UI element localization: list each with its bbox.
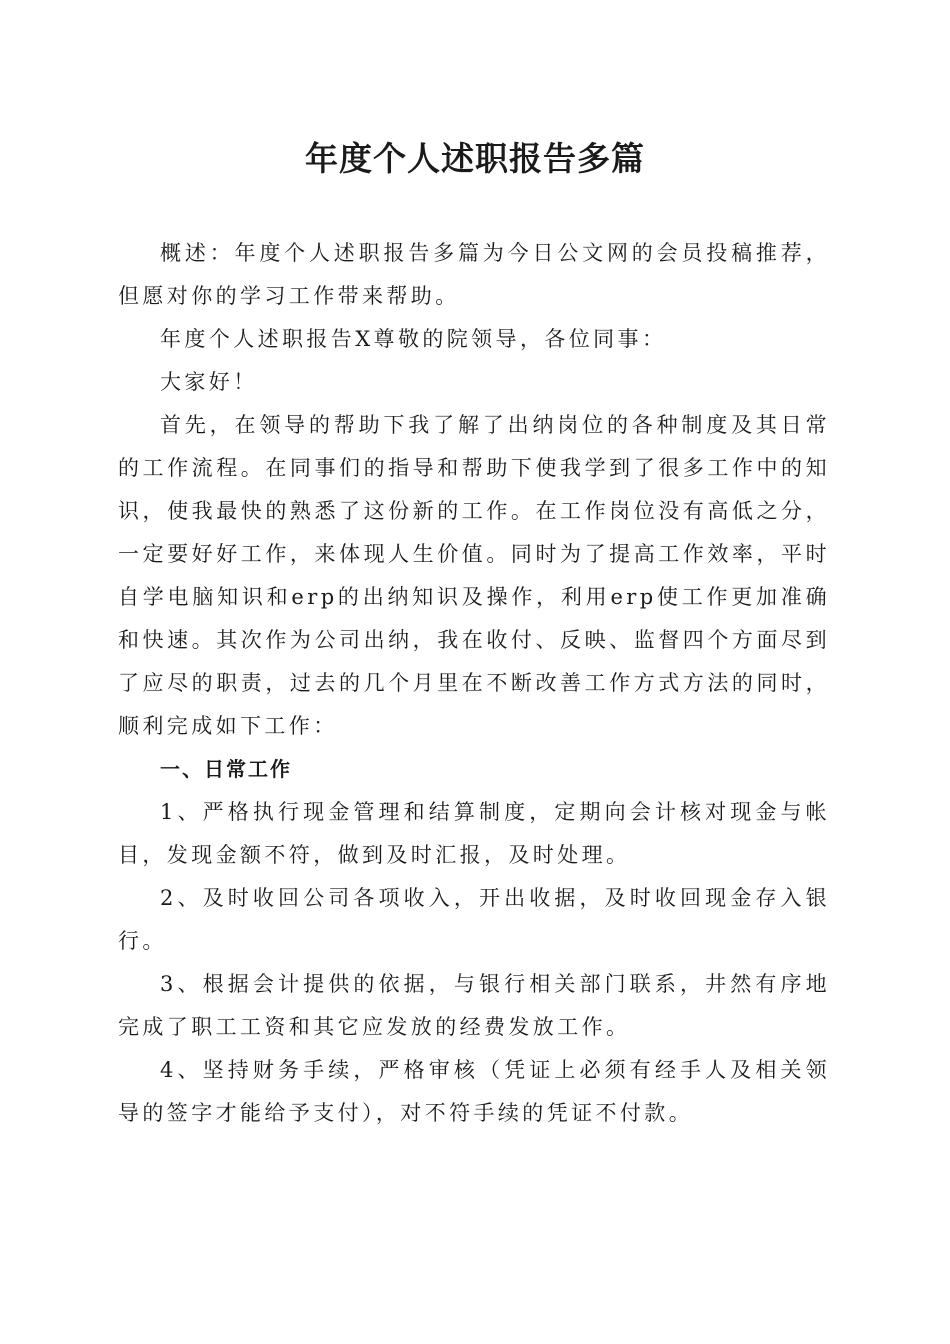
list-item: 2、及时收回公司各项收入，开出收据，及时收回现金存入银行。 [118, 886, 830, 953]
document-body [118, 232, 830, 1135]
section-heading: 一、日常工作 [160, 757, 292, 781]
list-item: 4、坚持财务手续，严格审核（凭证上必须有经手人及相关领导的签字才能给予支付），对不符手续的凭证不付款。 [118, 1058, 830, 1125]
document-title: 年度个人述职报告多篇 [305, 139, 645, 178]
list-item: 1、严格执行现金管理和结算制度，定期向会计核对现金与帐目，发现金额不符，做到及时汇报，及时处理。 [118, 800, 830, 867]
list-item: 3、根据会计提供的依据，与银行相关部门联系，井然有序地完成了职工工资和其它应发放的经费发放工作。 [118, 972, 830, 1039]
intro-paragraph: 首先，在领导的帮助下我了解了出纳岗位的各种制度及其日常的工作流程。在同事们的指导和帮助下使我学到了很多工作中的知识，使我最快的熟悉了这份新的工作。在工作岗位没有高低之分，一定要好好工作，来体现人生价值。同时为了提高工作效率，平时自学电脑知识和erp的出纳知识及操作，利用erp使工作更加准确和快速。其次作为公司出纳，我在收付、反映、监督四个方面尽到了应尽的职责，过去的几个月里在不断改善工作方式方法的同时，顺利完成如下工作： [118, 413, 830, 738]
summary-paragraph: 概述：年度个人述职报告多篇为今日公文网的会员投稿推荐，但愿对你的学习工作带来帮助。 [118, 241, 830, 308]
salutation: 大家好！ [160, 370, 258, 394]
greeting-line: 年度个人述职报告X尊敬的院领导，各位同事： [160, 327, 667, 351]
